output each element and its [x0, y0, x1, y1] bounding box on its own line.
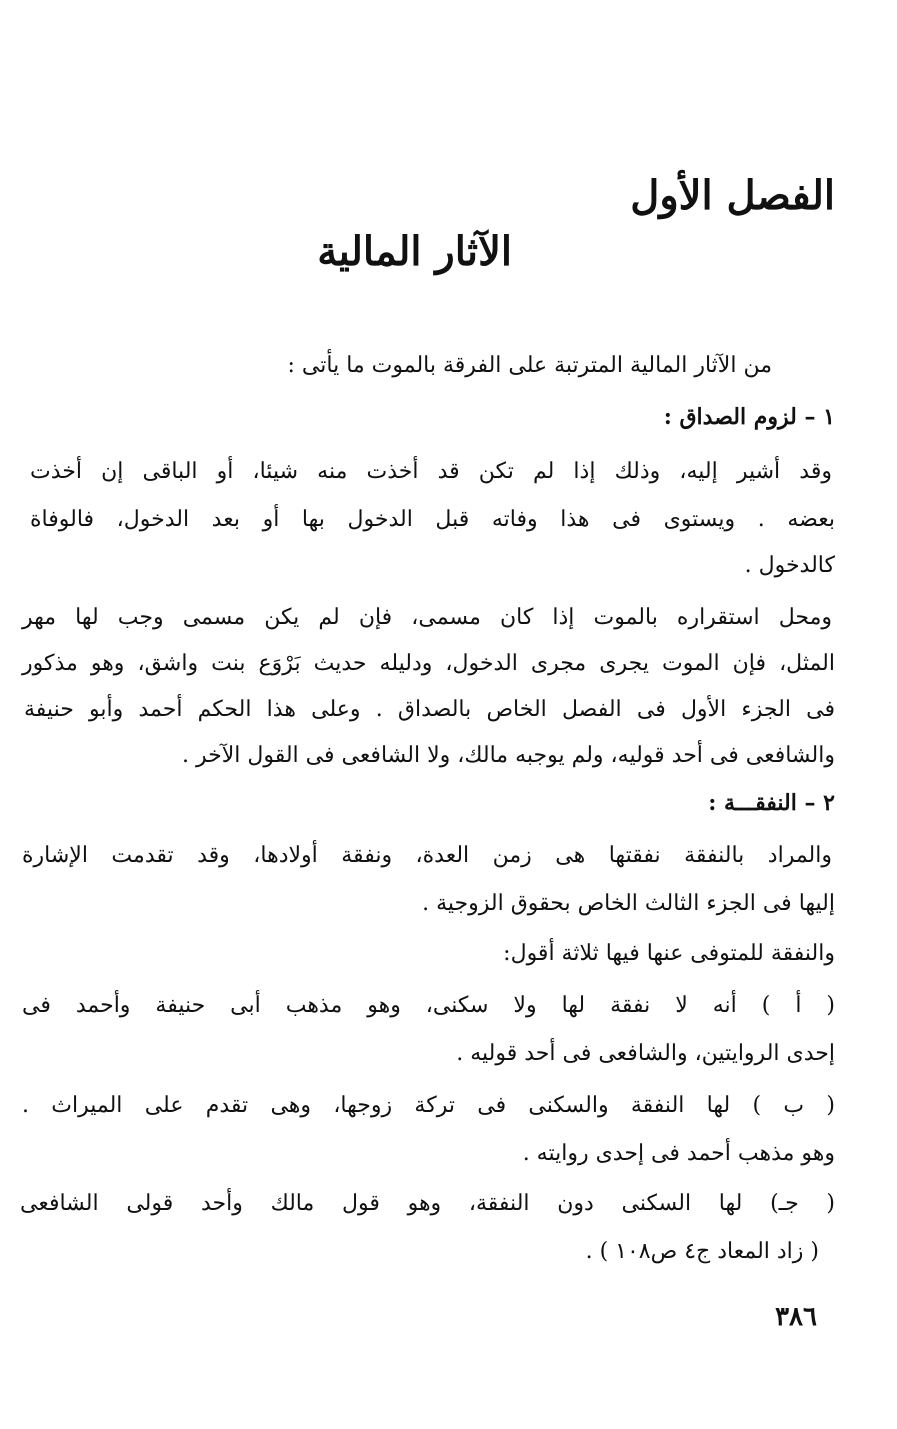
- intro-text: من الآثار المالية المترتبة على الفرقة بالموت ما يأتى :: [287, 353, 772, 378]
- list-item-b-cont: وهو مذهب أحمد فى إحدى روايته .: [522, 1141, 835, 1166]
- section-heading-maintenance: ٢ – النفقـــة :: [708, 790, 835, 816]
- paragraph-line: ومحل استقراره بالموت إذا كان مسمى، فإن لم يكن مسمى وجب لها مهر: [22, 605, 832, 630]
- list-item-a: ( أ ) أنه لا نفقة لها ولا سكنى، وهو مذهب أبى حنيفة وأحمد فى: [22, 993, 835, 1018]
- chapter-title: الآثار المالية: [317, 228, 512, 275]
- list-item-a-cont: إحدى الروايتين، والشافعى فى أحد قوليه .: [456, 1041, 835, 1066]
- chapter-heading: الفصل الأول: [630, 172, 835, 219]
- paragraph-line: إليها فى الجزء الثالث الخاص بحقوق الزوجية .: [422, 891, 835, 916]
- paragraph-line: بعضه . ويستوى فى هذا وفاته قبل الدخول بها أو بعد الدخول، فالوفاة: [30, 507, 835, 532]
- section-heading-dowry: ١ – لزوم الصداق :: [663, 404, 835, 430]
- paragraph-line: والمراد بالنفقة نفقتها هى زمن العدة، ونفقة أولادها، وقد تقدمت الإشارة: [22, 843, 832, 868]
- list-item-b: ( ب ) لها النفقة والسكنى فى تركة زوجها، وهى تقدم على الميراث .: [22, 1093, 835, 1118]
- paragraph-line: كالدخول .: [744, 553, 835, 578]
- list-item-c-cont: ( زاد المعاد ج٤ ص١٠٨ ) .: [585, 1239, 819, 1264]
- page-number: ٣٨٦: [775, 1302, 817, 1332]
- paragraph-line: والنفقة للمتوفى عنها فيها ثلاثة أقول:: [503, 941, 835, 966]
- list-item-c: ( جـ) لها السكنى دون النفقة، وهو قول مالك وأحد قولى الشافعى: [20, 1191, 835, 1216]
- paragraph-line: والشافعى فى أحد قوليه، ولم يوجبه مالك، ولا الشافعى فى القول الآخر .: [181, 743, 835, 768]
- paragraph-line: فى الجزء الأول فى الفصل الخاص بالصداق . وعلى هذا الحكم أحمد وأبو حنيفة: [24, 697, 835, 722]
- paragraph-line: وقد أشير إليه، وذلك إذا لم تكن قد أخذت منه شيئا، أو الباقى إن أخذت: [30, 459, 832, 484]
- paragraph-line: المثل، فإن الموت يجرى مجرى الدخول، ودليله حديث بَرْوَع بنت واشق، وهو مذكور: [22, 651, 835, 676]
